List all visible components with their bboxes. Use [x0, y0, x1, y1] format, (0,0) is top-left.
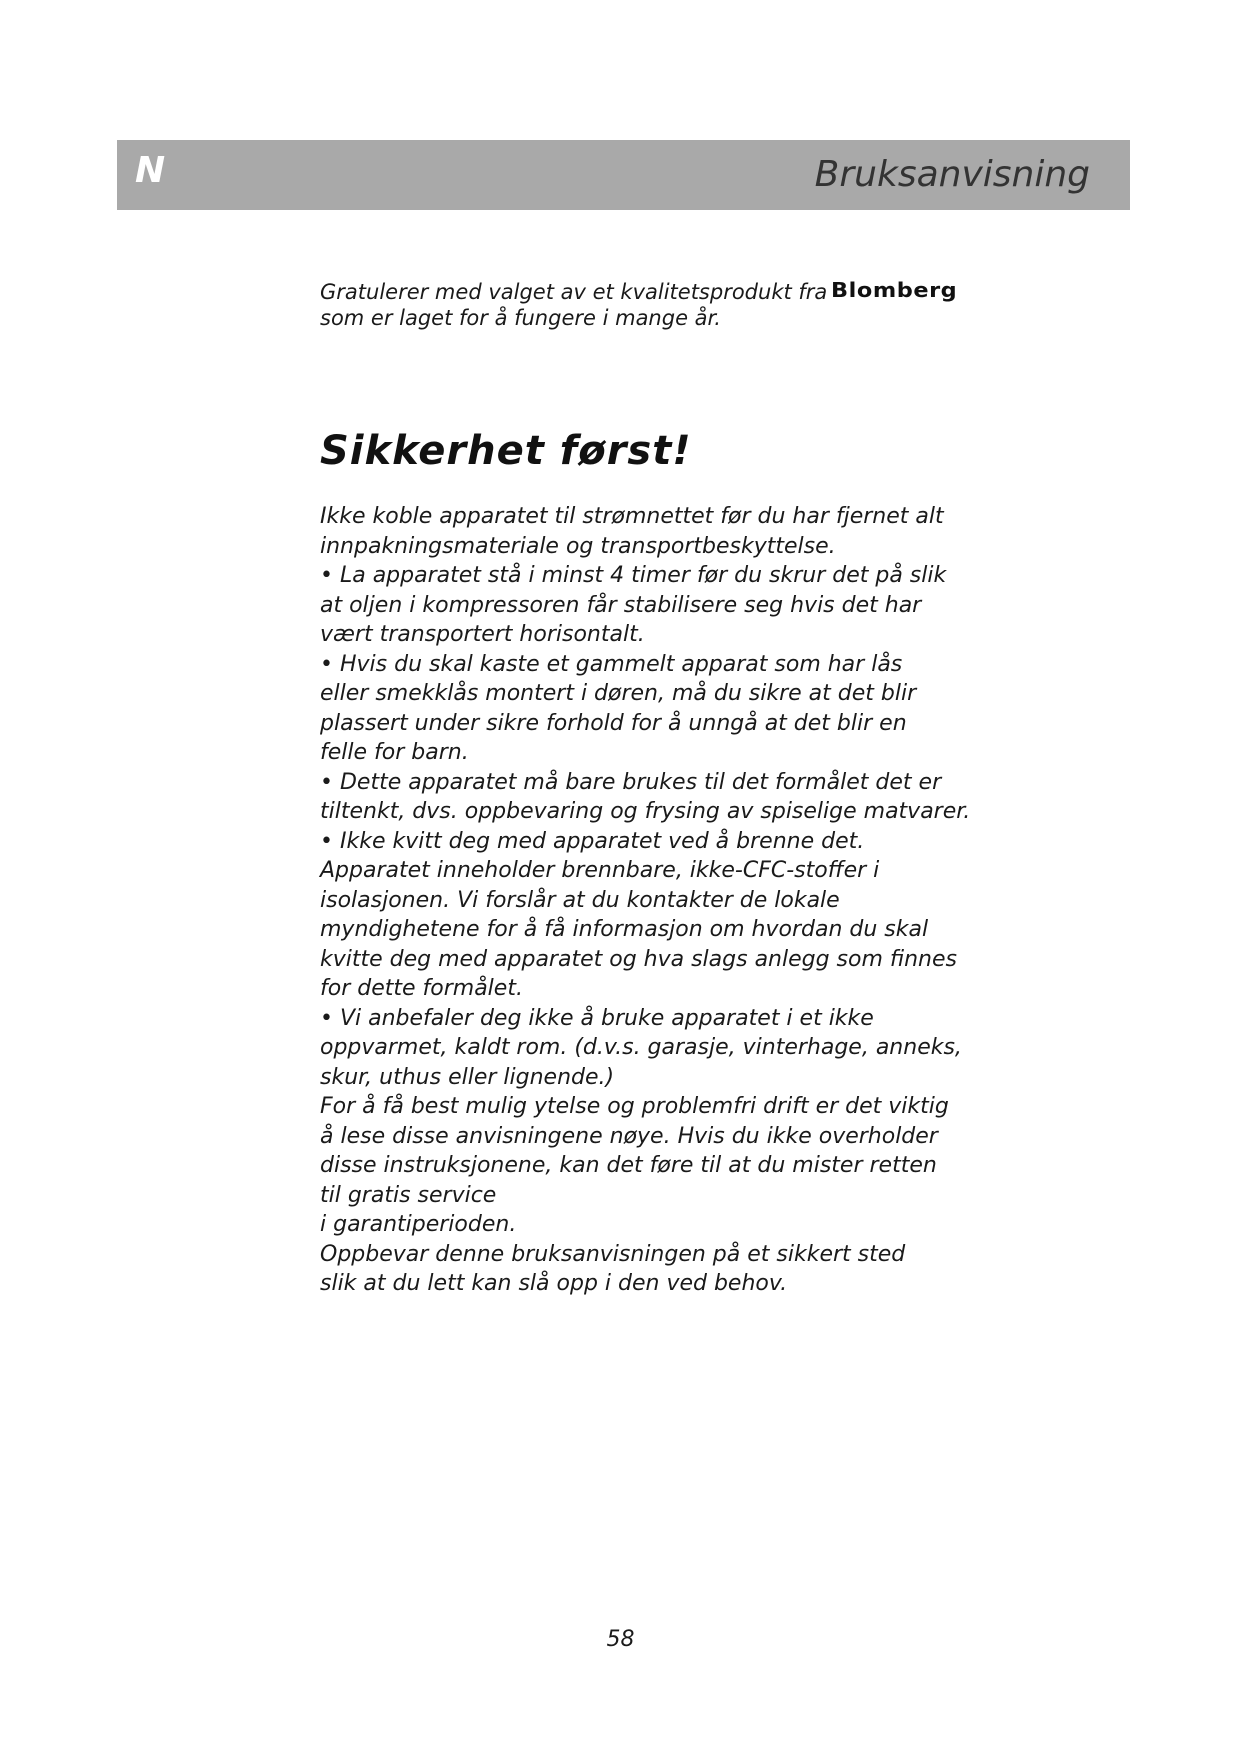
- header-bar: [117, 140, 1130, 210]
- body-line: for dette formålet.: [320, 976, 523, 1001]
- intro-text: Gratulerer med valget av et kvalitetsprodukt fra: [320, 280, 828, 304]
- body-line: til gratis service: [320, 1182, 497, 1208]
- body-line: • Dette apparatet må bare brukes til det formålet det er: [320, 769, 942, 795]
- body-line: tiltenkt, dvs. oppbevaring og frysing av spiselige matvarer.: [320, 799, 971, 824]
- body-line: oppvarmet, kaldt rom. (d.v.s. garasje, vinterhage, anneks,: [320, 1035, 962, 1060]
- manual-title: Bruksanvisning: [814, 154, 1090, 195]
- body-line: kvitte deg med apparatet og hva slags anlegg som finnes: [320, 946, 958, 972]
- body-line: Ikke koble apparatet til strømnettet før du har fjernet alt: [320, 504, 944, 529]
- body-line: innpakningsmateriale og transportbeskyttelse.: [320, 533, 836, 559]
- body-line: skur, uthus eller lignende.): [320, 1064, 615, 1090]
- body-line: slik at du lett kan slå opp i den ved behov.: [320, 1271, 788, 1296]
- blomberg-logo: Blomberg: [831, 278, 958, 302]
- body-line: • Hvis du skal kaste et gammelt apparat som har lås: [320, 651, 903, 677]
- page-number: 58: [606, 1627, 635, 1652]
- body-line: isolasjonen. Vi forslår at du kontakter de lokale: [320, 887, 840, 913]
- body-line: Oppbevar denne bruksanvisningen på et sikkert sted: [320, 1241, 906, 1267]
- intro-line-2: som er laget for å fungere i mange år.: [320, 306, 721, 330]
- body-line: å lese disse anvisningene nøye. Hvis du ikke overholder: [320, 1123, 938, 1149]
- intro-paragraph: [320, 277, 960, 331]
- body-line: eller smekklås montert i døren, må du sikre at det blir: [320, 681, 917, 706]
- body-line: i garantiperioden.: [320, 1212, 517, 1237]
- body-line: • Vi anbefaler deg ikke å bruke apparatet i et ikke: [320, 1005, 874, 1031]
- body-line: vært transportert horisontalt.: [320, 622, 645, 647]
- section-title: Sikkerhet først!: [320, 428, 692, 474]
- body-line: at oljen i kompressoren får stabilisere seg hvis det har: [320, 592, 922, 618]
- intro-line-1: [320, 277, 960, 305]
- body-line: For å få best mulig ytelse og problemfri drift er det viktig: [320, 1094, 949, 1119]
- language-code: N: [135, 150, 167, 191]
- safety-text: [320, 502, 971, 1299]
- body-line: • Ikke kvitt deg med apparatet ved å brenne det.: [320, 828, 865, 854]
- body-line: felle for barn.: [320, 740, 469, 765]
- body-line: plassert under sikre forhold for å unngå at det blir en: [320, 710, 907, 736]
- body-line: • La apparatet stå i minst 4 timer før du skrur det på slik: [320, 563, 947, 588]
- body-line: myndighetene for å få informasjon om hvordan du skal: [320, 917, 929, 942]
- body-line: Apparatet inneholder brennbare, ikke-CFC-stoffer i: [320, 858, 880, 883]
- body-line: disse instruksjonene, kan det føre til at du mister retten: [320, 1153, 937, 1178]
